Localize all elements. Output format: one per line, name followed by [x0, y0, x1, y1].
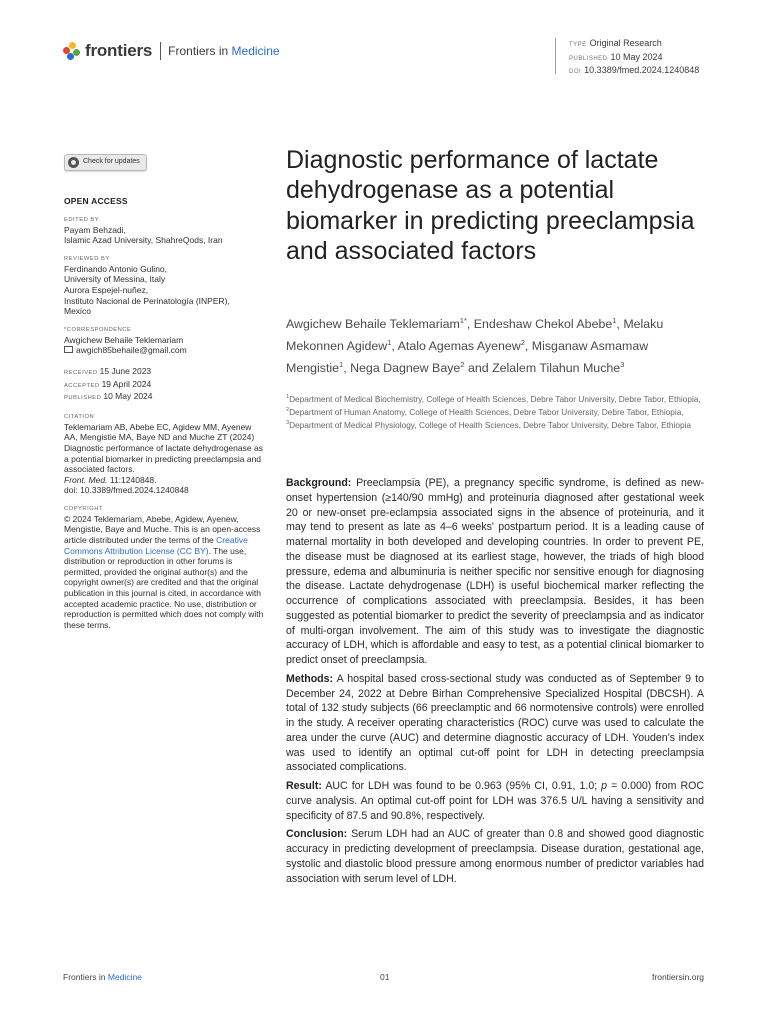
article-dates	[64, 366, 264, 404]
author[interactable]	[350, 361, 464, 375]
published-label: PUBLISHED	[569, 55, 608, 62]
accepted-value: 19 April 2024	[101, 378, 152, 389]
result-p-symbol: p	[601, 780, 608, 792]
correspondence-email[interactable]: awgich85behaile@gmail.com	[76, 345, 187, 356]
journal-name[interactable]	[168, 44, 279, 58]
result-text: AUC for LDH was found to be 0.963 (95% CI, 0.91, 1.0;	[325, 780, 598, 792]
reviewed-by	[64, 264, 264, 317]
reviewer-line: Instituto Nacional de Perinatología (INPER),	[64, 295, 230, 306]
edited-by-label: EDITED BY	[64, 216, 100, 223]
affiliation-text: Department of Medical Biochemistry, College of Health Sciences, Debre Tabor University, Debre Tabor, Ethiopia,	[289, 393, 701, 404]
affiliation-sup: 2	[286, 407, 290, 414]
author-list: Awgichew Behaile Teklemariam$^{1*}$, Endeshaw Chekol Abebe$^1$, Melaku Mekonnen Agidew$^1$, Atalo Agemas Ayenew$^2$, Misganaw Asmamaw Mengistie$^1$, Nega Dagnew Baye$^2$ and Zelalem Tilahun Muche$^3$	[286, 316, 664, 375]
article-sidebar	[64, 154, 264, 630]
accepted-date	[64, 379, 264, 392]
reviewer-line: Ferdinando Antonio Gulino,	[64, 263, 168, 274]
correspondence	[64, 335, 264, 356]
abstract-conclusion	[286, 827, 704, 886]
methods-text: A hospital based cross-sectional study was conducted as of September 9 to December 24, 2022 at Debre Birhan Comprehensive Specialized Hospital (DBCSH). A total of 132 study subjects (66 preeclamptic and 66 normotensive controls) were enrolled in the study. A receiver operating characteristics (ROC) curve was used to calculate the area under the curve (AUC) and determine diagnostic accuracy of LDH. Youden's index was used to identify an optimal cut-off point for LDH in detecting preeclampsia associated complications.	[286, 672, 704, 774]
author-name: Nega Dagnew Baye	[350, 360, 461, 375]
citation-text: Teklemariam AB, Abebe EC, Agidew MM, Ayenew AA, Mengistie MA, Baye ND and Muche ZT (2024) Diagnostic performance of lactate dehydrogenase as a potential biomarker in predicting preeclampsia and associated factors.	[64, 421, 263, 475]
affiliations	[286, 392, 711, 431]
email-icon	[64, 346, 73, 353]
methods-heading: Methods:	[286, 672, 334, 685]
affiliation-sup: 3	[286, 420, 290, 427]
author[interactable]	[286, 317, 467, 331]
check-updates-label: Check for updates	[83, 158, 140, 166]
abstract	[286, 476, 704, 890]
journal-prefix: Frontiers in	[168, 44, 229, 58]
footer-site-link[interactable]: frontiersin.org	[652, 972, 704, 982]
author-name: Misganaw Asmamaw Mengistie	[286, 339, 649, 375]
citation-journal: Front. Med.	[64, 474, 108, 485]
sidebar-published-value: 10 May 2024	[103, 391, 153, 402]
received-date	[64, 366, 264, 379]
received-label: RECEIVED	[64, 369, 98, 376]
copyright	[64, 514, 264, 631]
author[interactable]	[492, 361, 624, 375]
author-name: Atalo Agemas Ayenew	[397, 339, 521, 354]
article-type	[569, 38, 699, 52]
conclusion-text: Serum LDH had an AUC of greater than 0.8 and showed good diagnostic accuracy in predicting development of preeclampsia. Disease duration, gestational age, systolic and diastolic blood pressure among enormous number of predictor variables had association with serum level of LDH.	[286, 828, 704, 885]
correspondence-label: *CORRESPONDENCE	[64, 326, 132, 333]
edited-by	[64, 225, 264, 246]
author-name: Awgichew Behaile Teklemariam	[286, 317, 460, 332]
article-published	[569, 52, 699, 66]
background-heading: Background:	[286, 477, 352, 489]
editor-name: Payam Behzadi,	[64, 224, 126, 235]
reviewed-by-label: REVIEWED BY	[64, 255, 110, 262]
author-affil-sup: 1	[339, 359, 344, 369]
author-affil-sup: 2	[460, 359, 465, 369]
reviewer-line: Mexico	[64, 306, 91, 317]
accepted-label: ACCEPTED	[64, 382, 100, 389]
logo-wordmark: frontiers	[85, 41, 153, 60]
published-value: 10 May 2024	[610, 51, 663, 62]
frontiers-logo[interactable]	[63, 41, 280, 61]
abstract-result	[286, 779, 704, 823]
check-updates-icon	[68, 157, 79, 168]
open-access-label: OPEN ACCESS	[64, 196, 128, 206]
author-and: and	[467, 360, 489, 375]
affiliation-sup: 1	[286, 394, 290, 400]
background-text: Preeclampsia (PE), a pregnancy specific syndrome, is defined as new-onset hypertension (≥140/90 mmHg) and proteinuria diagnosed after gestational week 20 or new-onset pre-eclampsia associated signs in the absence of proteinuria, and it may tend to present as late as 4–6 weeks' postpartum period. It is a leading cause of maternal mortality in both developed and developing countries. In order to prevent PE, the disease must be diagnosed at its earliest stage, however, the triads of high blood pressure, edema and albuminuria is neither specific nor sensitive enough for diagnosing the disease. Lactate dehydrogenase (LDH) is useful biochemical marker reflecting the occurrence of complications associated with preeclampsia. Besides, it has been suggested as potential biomarker to predict the severity of preeclampsia and as indicator of multi-organ involvement. The aim of this study was to investigate the diagnostic accuracy of LDH, which is affordable and easy to test, as a potential clinical biomarker to predict onset of preeclampsia.	[286, 477, 704, 666]
author-affil-sup: 3	[620, 359, 625, 369]
article-doi[interactable]	[569, 65, 699, 79]
check-updates-button[interactable]	[64, 154, 147, 171]
footer-journal-name[interactable]: Medicine	[107, 972, 142, 982]
reviewer-line: University of Messina, Italy	[64, 274, 166, 285]
copyright-text-end: . The use, distribution or reproduction in other forums is permitted, provided the original author(s) and the copyright owner(s) are credited and that the original publication in this journal is cited, in accordance with accepted academic practice. No use, distribution or reproduction is permitted which does not comply with these terms.	[64, 545, 264, 630]
type-label: TYPE	[569, 42, 587, 48]
author-affil-sup: 1*	[459, 316, 467, 325]
author-name: Endeshaw Chekol Abebe	[473, 317, 613, 332]
reviewer-line: Aurora Espejel-nuñez,	[64, 284, 149, 295]
sidebar-published-label: PUBLISHED	[64, 395, 102, 402]
frontiers-logo-icon	[63, 42, 81, 60]
doi-label: DOI	[569, 69, 582, 75]
article-meta	[555, 38, 699, 74]
correspondence-name: Awgichew Behaile Teklemariam	[64, 334, 184, 345]
author-name: Melaku Mekonnen Agidew	[286, 317, 664, 354]
abstract-methods	[286, 672, 704, 775]
received-value: 15 June 2023	[99, 365, 152, 376]
citation-label: CITATION	[64, 413, 95, 420]
citation-volume: 11:1240848.	[109, 474, 157, 485]
affiliation-text: Department of Human Anatomy, College of Health Sciences, Debre Tabor University, Debre Tabor, Ethiopia,	[289, 406, 684, 417]
footer-journal-prefix: Frontiers in	[63, 972, 106, 982]
author-name: Zelalem Tilahun Muche	[492, 360, 621, 375]
affiliation-text: Department of Medical Physiology, College of Health Sciences, Debre Tabor University, Debre Tabor, Ethiopia	[289, 419, 692, 430]
citation-doi[interactable]: doi: 10.3389/fmed.2024.1240848	[64, 485, 189, 496]
copyright-text: © 2024 Teklemariam, Abebe, Agidew, Ayenew, Mengistie, Baye and Muche. This is an open-access article distributed under the terms of the	[64, 513, 261, 546]
type-value: Original Research	[589, 38, 662, 48]
logo-divider	[160, 42, 161, 60]
author[interactable]	[474, 317, 617, 331]
author-affil-sup: 1	[612, 316, 617, 325]
conclusion-heading: Conclusion:	[286, 828, 348, 841]
copyright-label: COPYRIGHT	[64, 505, 103, 512]
doi-value[interactable]: 10.3389/fmed.2024.1240848	[584, 65, 700, 75]
journal-title: Medicine	[231, 44, 280, 58]
result-heading: Result:	[286, 780, 322, 792]
citation	[64, 422, 264, 496]
editor-affiliation: Islamic Azad University, ShahreQods, Iran	[64, 235, 223, 246]
correspondence-email-row[interactable]	[64, 345, 264, 356]
article-title: Diagnostic performance of lactate dehydrogenase as a potential biomarker in predicting preeclampsia and associated factors	[286, 146, 695, 265]
author-affil-sup: 2	[520, 337, 525, 347]
author[interactable]	[398, 339, 525, 353]
page-number: 01	[380, 972, 390, 982]
footer-journal[interactable]	[63, 972, 142, 982]
published-date	[64, 391, 264, 404]
cc-license-link[interactable]: Creative Commons Attribution License (CC BY)	[64, 535, 248, 556]
author-affil-sup: 1	[387, 337, 392, 347]
result-text-end: = 0.000) from ROC curve analysis. An optimal cut-off point for LDH was 376.5 U/L having a sensitivity and specificity of 87.5 and 90.8%, respectively.	[286, 780, 704, 822]
abstract-background	[286, 476, 704, 668]
